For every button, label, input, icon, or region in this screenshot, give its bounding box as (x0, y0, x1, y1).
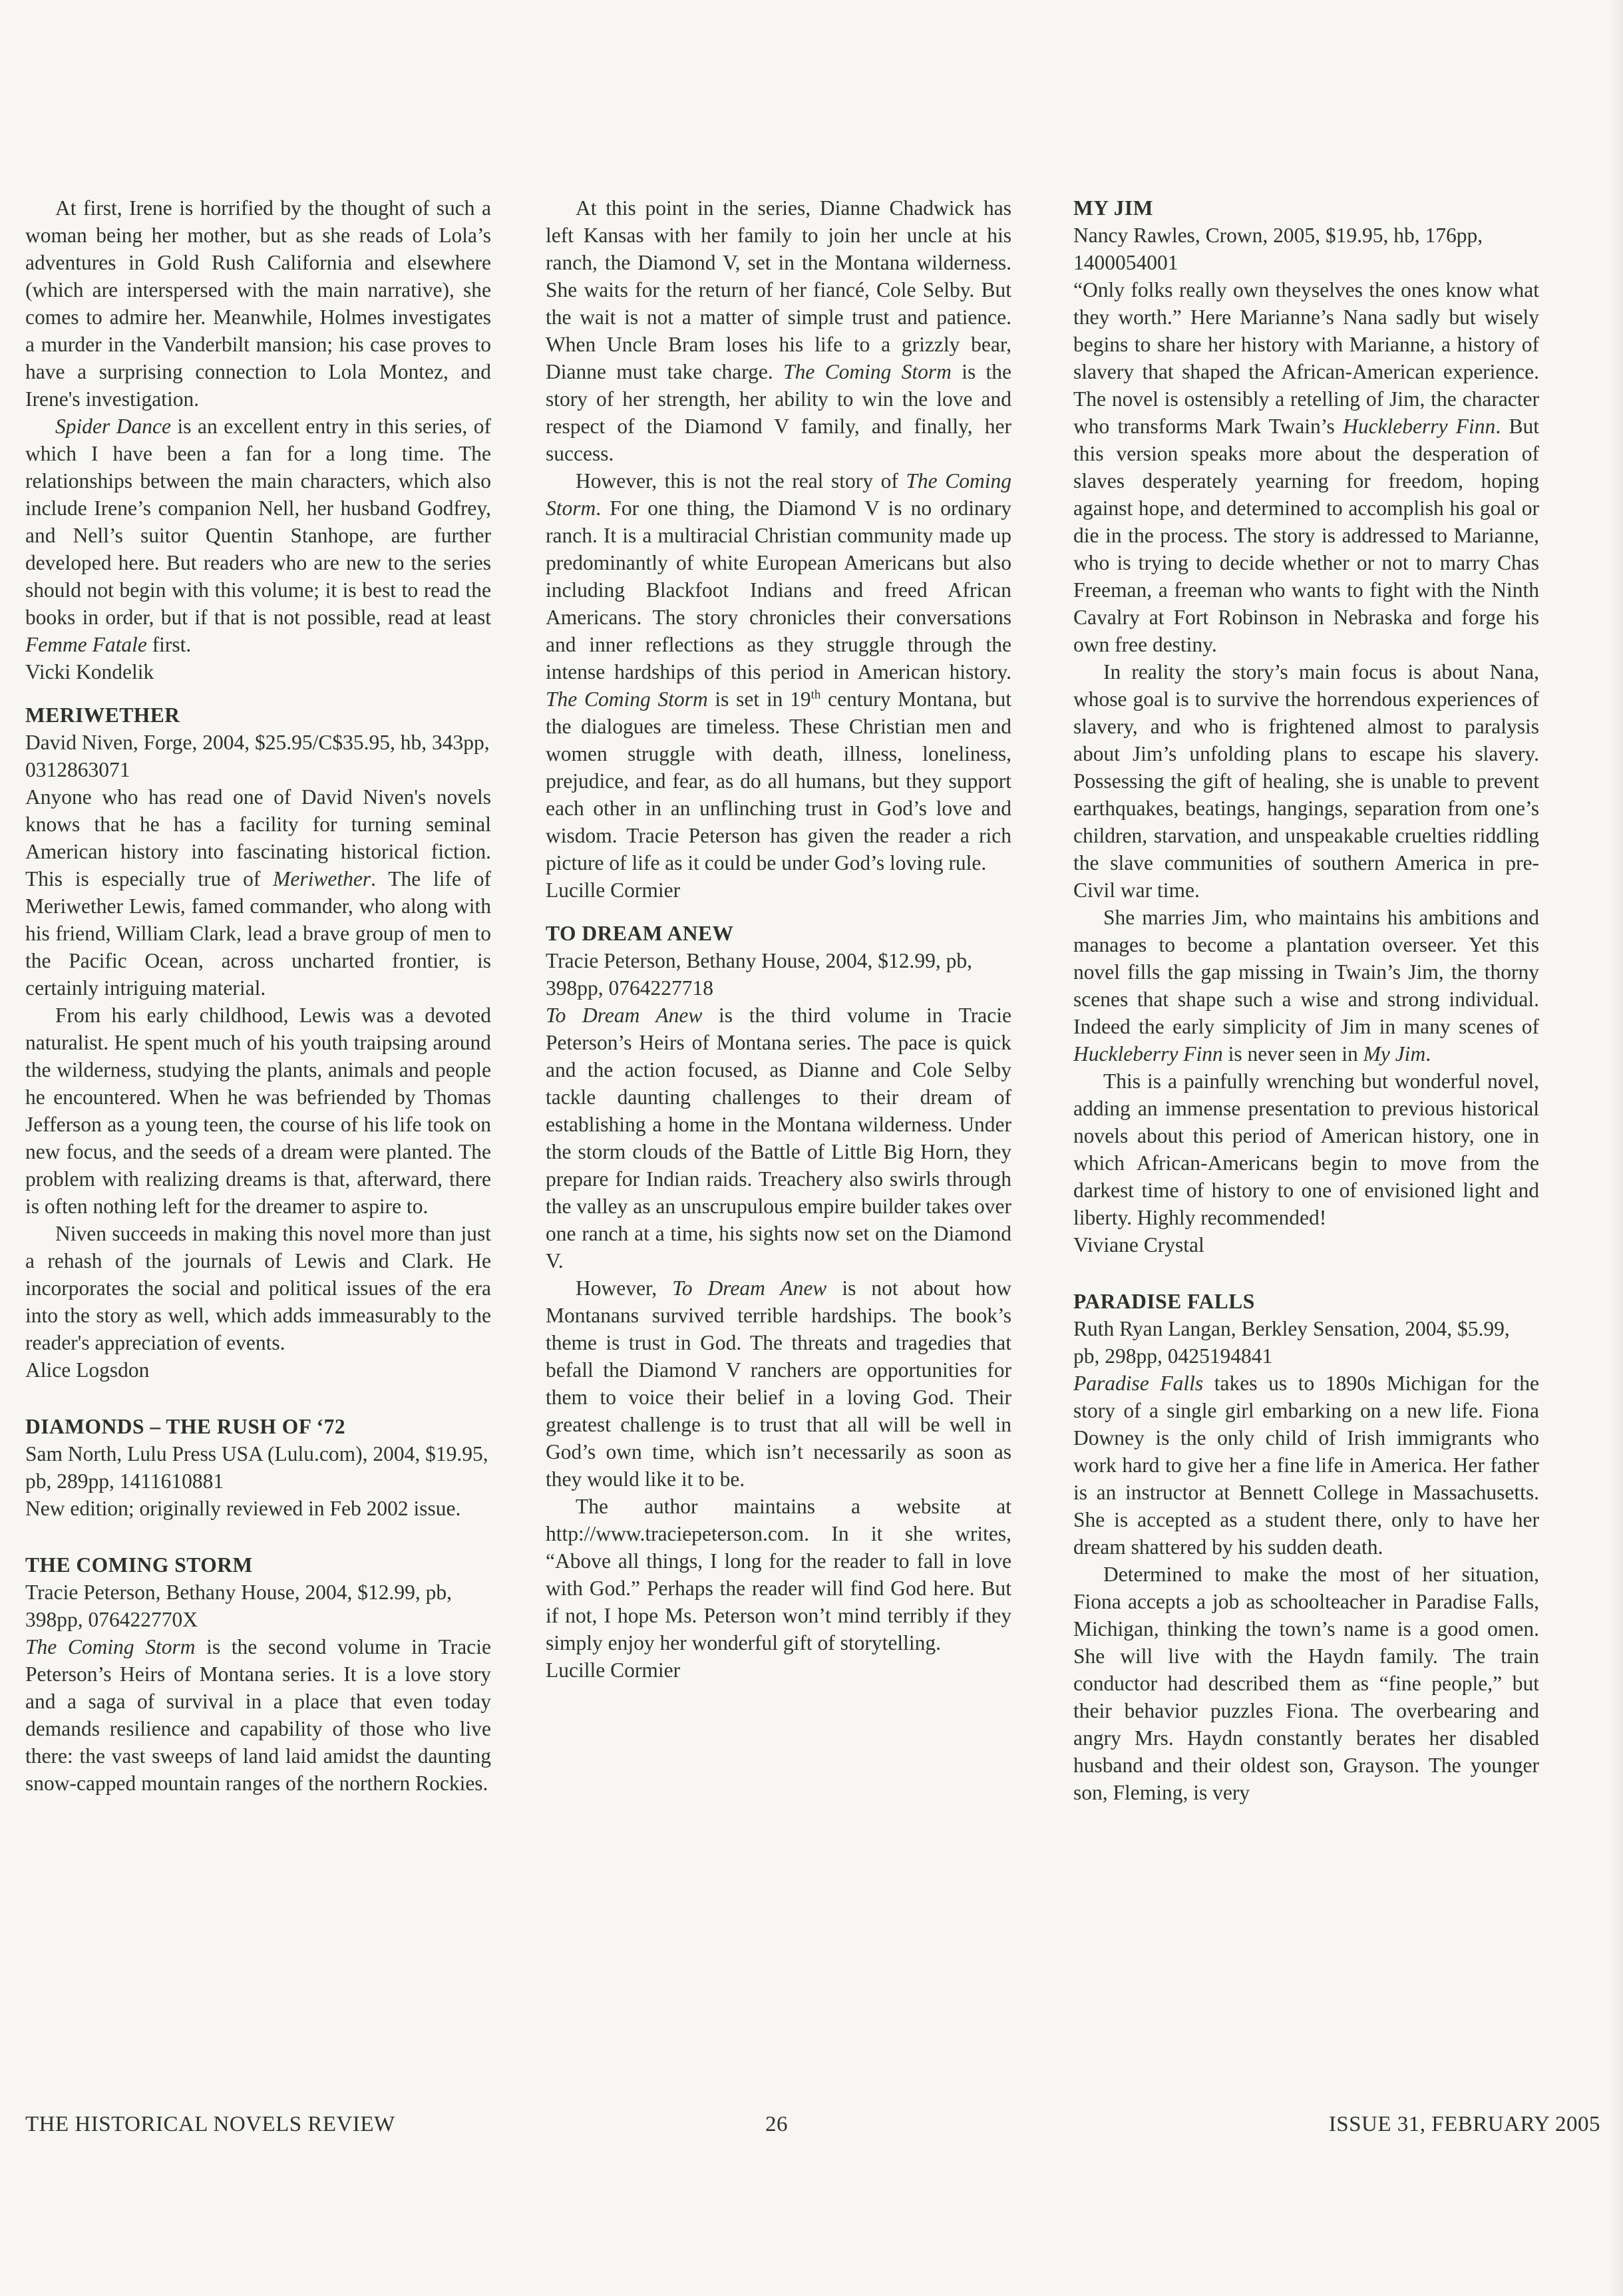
review-paragraph: Paradise Falls takes us to 1890s Michigan for the story of a single girl embarking on a new life. Fiona Downey is the only child of Irish immigrants who work hard to give her a fine life in America. Her father is an instructor at Bennett College in Massachusetts. She is accepted as a student there, only to have her dream shattered by his sudden death. (1073, 1372, 1539, 1559)
review-heading: THE COMING STORM (25, 1553, 253, 1577)
book-details: Tracie Peterson, Bethany House, 2004, $12.99, pb, 398pp, 0764227718 (546, 949, 973, 1000)
book-title: Huckleberry Finn (1343, 415, 1496, 438)
footer-publication-name: THE HISTORICAL NOVELS REVIEW (25, 2112, 395, 2136)
review-paragraph: However, To Dream Anew is not about how Montanans survived terrible hardships. The book’s theme is trust in God. The threats and tragedies that befall the Diamond V ranchers are opportunities for them to voice their belief in a loving God. Their greatest challenge is to trust that all will be well in God’s own time, which isn’t necessarily as soon as they would like it to be. (546, 1276, 1011, 1491)
book-title: The Coming Storm (783, 360, 952, 383)
book-details: Sam North, Lulu Press USA (Lulu.com), 2004, $19.95, pb, 289pp, 1411610881 (25, 1442, 488, 1493)
review-paragraph: However, this is not the real story of The Coming Storm. For one thing, the Diamond V is no ordinary ranch. It is a multiracial Christian community made up predominantly of white European Americans but also including Blackfoot Indians and freed African Americans. The story chronicles their conversations and inner reflections as they struggle through the intense hardships of this period in American history. The Coming Storm is set in 19th century Montana, but the dialogues are timeless. These Christian men and women struggle with death, illness, loneliness, prejudice, and fear, as do all humans, but they support each other in an unflinching trust in God’s love and wisdom. Tracie Peterson has given the reader a rich picture of life as it could be under God’s loving rule. (546, 469, 1011, 874)
review-paragraph: To Dream Anew is the third volume in Tracie Peterson’s Heirs of Montana series. The pace is quick and the action focused, as Dianne and Cole Selby tackle daunting challenges to their dream of establishing a home in the Montana wilderness. Under the storm clouds of the Battle of Little Big Horn, they prepare for Indian raids. Treachery also swirls through the valley as an unscrupulous empire builder takes over one ranch at a time, his sights now set on the Diamond V. (546, 1004, 1011, 1272)
review-heading: MERIWETHER (25, 703, 180, 727)
book-title: The Coming Storm (546, 469, 1011, 520)
book-details: Nancy Rawles, Crown, 2005, $19.95, hb, 176pp, 1400054001 (1073, 224, 1483, 274)
review-heading: DIAMONDS – THE RUSH OF ‘72 (25, 1415, 346, 1438)
book-title: To Dream Anew (546, 1004, 703, 1027)
review-paragraph: This is a painfully wrenching but wonderful novel, adding an immense presentation to previous historical novels about this period of American history, one in which African-Americans begin to move from the darkest time of history to one of envisioned light and liberty. Highly recommended! (1073, 1069, 1539, 1229)
book-title: To Dream Anew (672, 1276, 827, 1300)
book-title: Huckleberry Finn (1073, 1042, 1223, 1065)
review-paragraph: In reality the story’s main focus is about Nana, whose goal is to survive the horrendous experiences of slavery, and who is frightened almost to paralysis about Jim’s unfolding plans to escape his slavery. Possessing the gift of healing, she is unable to prevent earthquakes, beatings, hangings, separation from one’s children, starvation, and unspeakable cruelties riddling the slave communities of southern America in pre-Civil war time. (1073, 660, 1539, 902)
review-paragraph: She marries Jim, who maintains his ambitions and manages to become a plantation overseer. Yet this novel fills the gap missing in Twain’s Jim, the thorny scenes that shape such a wise and strong individual. Indeed the early simplicity of Jim in many scenes of Huckleberry Finn is never seen in My Jim. (1073, 906, 1539, 1065)
book-title: Paradise Falls (1073, 1372, 1204, 1395)
review-heading: PARADISE FALLS (1073, 1290, 1255, 1313)
text-column-1 (25, 194, 491, 2078)
review-paragraph: At first, Irene is horrified by the thought of such a woman being her mother, but as she reads of Lola’s adventures in Gold Rush California and elsewhere (which are interspersed with the main narrative), she comes to admire her. Meanwhile, Holmes investigates a murder in the Vanderbilt mansion; his case proves to have a surprising connection to Lola Montez, and Irene's investigation. (25, 196, 491, 411)
text-column-3 (1073, 194, 1539, 2078)
book-details: Ruth Ryan Langan, Berkley Sensation, 2004, $5.99, pb, 298pp, 0425194841 (1073, 1317, 1510, 1368)
ordinal-suffix: th (811, 687, 821, 702)
review-paragraph: From his early childhood, Lewis was a devoted naturalist. He spent much of his youth traipsing around the wilderness, studying the plants, animals and people he encountered. When he was befriended by Thomas Jefferson as a young teen, the course of his life took on new focus, and the seeds of a dream were planted. The problem with realizing dreams is that, afterward, there is often nothing left for the dreamer to aspire to. (25, 1004, 491, 1218)
reviewer-name: Alice Logsdon (25, 1358, 150, 1382)
book-details: David Niven, Forge, 2004, $25.95/C$35.95, hb, 343pp, 0312863071 (25, 731, 490, 781)
book-details: Tracie Peterson, Bethany House, 2004, $12.99, pb, 398pp, 076422770X (25, 1581, 452, 1631)
review-paragraph: Spider Dance is an excellent entry in this series, of which I have been a fan for a long time. The relationships between the main characters, which also include Irene’s companion Nell, her husband Godfrey, and Nell’s suitor Quentin Stanhope, are further developed here. But readers who are new to the series should not begin with this volume; it is best to read the books in order, but if that is not possible, read at least Femme Fatale first. (25, 415, 491, 656)
reviewer-name: Lucille Cormier (546, 878, 681, 902)
book-title: Spider Dance (55, 415, 171, 438)
reviewer-name: Lucille Cormier (546, 1658, 681, 1682)
footer-issue: ISSUE 31, FEBRUARY 2005 (1328, 2112, 1600, 2136)
page-edge-shadow (1610, 0, 1623, 2296)
review-paragraph: “Only folks really own theyselves the ones know what they worth.” Here Marianne’s Nana sadly but wisely begins to share her history with Marianne, a history of slavery that shaped the African-American experience. The novel is ostensibly a retelling of Jim, the character who transforms Mark Twain’s Huckleberry Finn. But this version speaks more about the desperation of slaves desperately yearning for freedom, hoping against hope, and determined to accomplish his goal or die in the process. The story is addressed to Marianne, who is trying to decide whether or not to marry Chas Freeman, a freeman who wants to fight with the Ninth Cavalry at Fort Robinson in Nebraska and forge his own free destiny. (1073, 278, 1539, 656)
book-title: The Coming Storm (546, 687, 708, 711)
book-title: Femme Fatale (25, 633, 147, 656)
review-paragraph: At this point in the series, Dianne Chadwick has left Kansas with her family to join her uncle at his ranch, the Diamond V, set in the Montana wilderness. She waits for the return of her fiancé, Cole Selby. But the wait is not a matter of simple trust and patience. When Uncle Bram loses his life to a grizzly bear, Dianne must take charge. The Coming Storm is the story of her strength, her ability to win the love and respect of the Diamond V family, and finally, her success. (546, 196, 1011, 465)
book-title: Meriwether (273, 867, 371, 890)
edition-note: New edition; originally reviewed in Feb 2002 issue. (25, 1497, 461, 1520)
reviewer-name: Vicki Kondelik (25, 660, 154, 683)
review-paragraph: Anyone who has read one of David Niven's novels knows that he has a facility for turning seminal American history into fascinating historical fiction. This is especially true of Meriwether. The life of Meriwether Lewis, famed commander, who along with his friend, William Clark, lead a brave group of men to the Pacific Ocean, across uncharted frontier, is certainly intriguing material. (25, 785, 491, 1000)
reviewer-name: Viviane Crystal (1073, 1233, 1204, 1256)
review-heading: MY JIM (1073, 196, 1153, 220)
text-column-2 (546, 194, 1011, 2078)
review-paragraph: Niven succeeds in making this novel more than just a rehash of the journals of Lewis and Clark. He incorporates the social and political issues of the era into the story as well, which adds immeasurably to the reader's appreciation of events. (25, 1222, 491, 1354)
review-paragraph: Determined to make the most of her situation, Fiona accepts a job as schoolteacher in Paradise Falls, Michigan, thinking the town’s name is a good omen. She will live with the Haydn family. The train conductor had described them as “fine people,” but their behavior puzzles Fiona. The overbearing and angry Mrs. Haydn constantly berates her disabled husband and their oldest son, Grayson. The younger son, Fleming, is very (1073, 1563, 1539, 1804)
page-number: 26 (765, 2112, 788, 2136)
review-paragraph: The Coming Storm is the second volume in Tracie Peterson’s Heirs of Montana series. It is a love story and a saga of survival in a place that even today demands resilience and capability of those who live there: the vast sweeps of land laid amidst the daunting snow-capped mountain ranges of the northern Rockies. (25, 1635, 491, 1795)
review-paragraph: The author maintains a website at http://www.traciepeterson.com. In it she writes, “Above all things, I long for the reader to fall in love with God.” Perhaps the reader will find God here. But if not, I hope Ms. Peterson won’t mind terribly if they simply enjoy her wonderful gift of storytelling. (546, 1495, 1011, 1654)
book-title: The Coming Storm (25, 1635, 196, 1658)
review-heading: TO DREAM ANEW (546, 922, 734, 945)
book-title: My Jim (1363, 1042, 1426, 1065)
